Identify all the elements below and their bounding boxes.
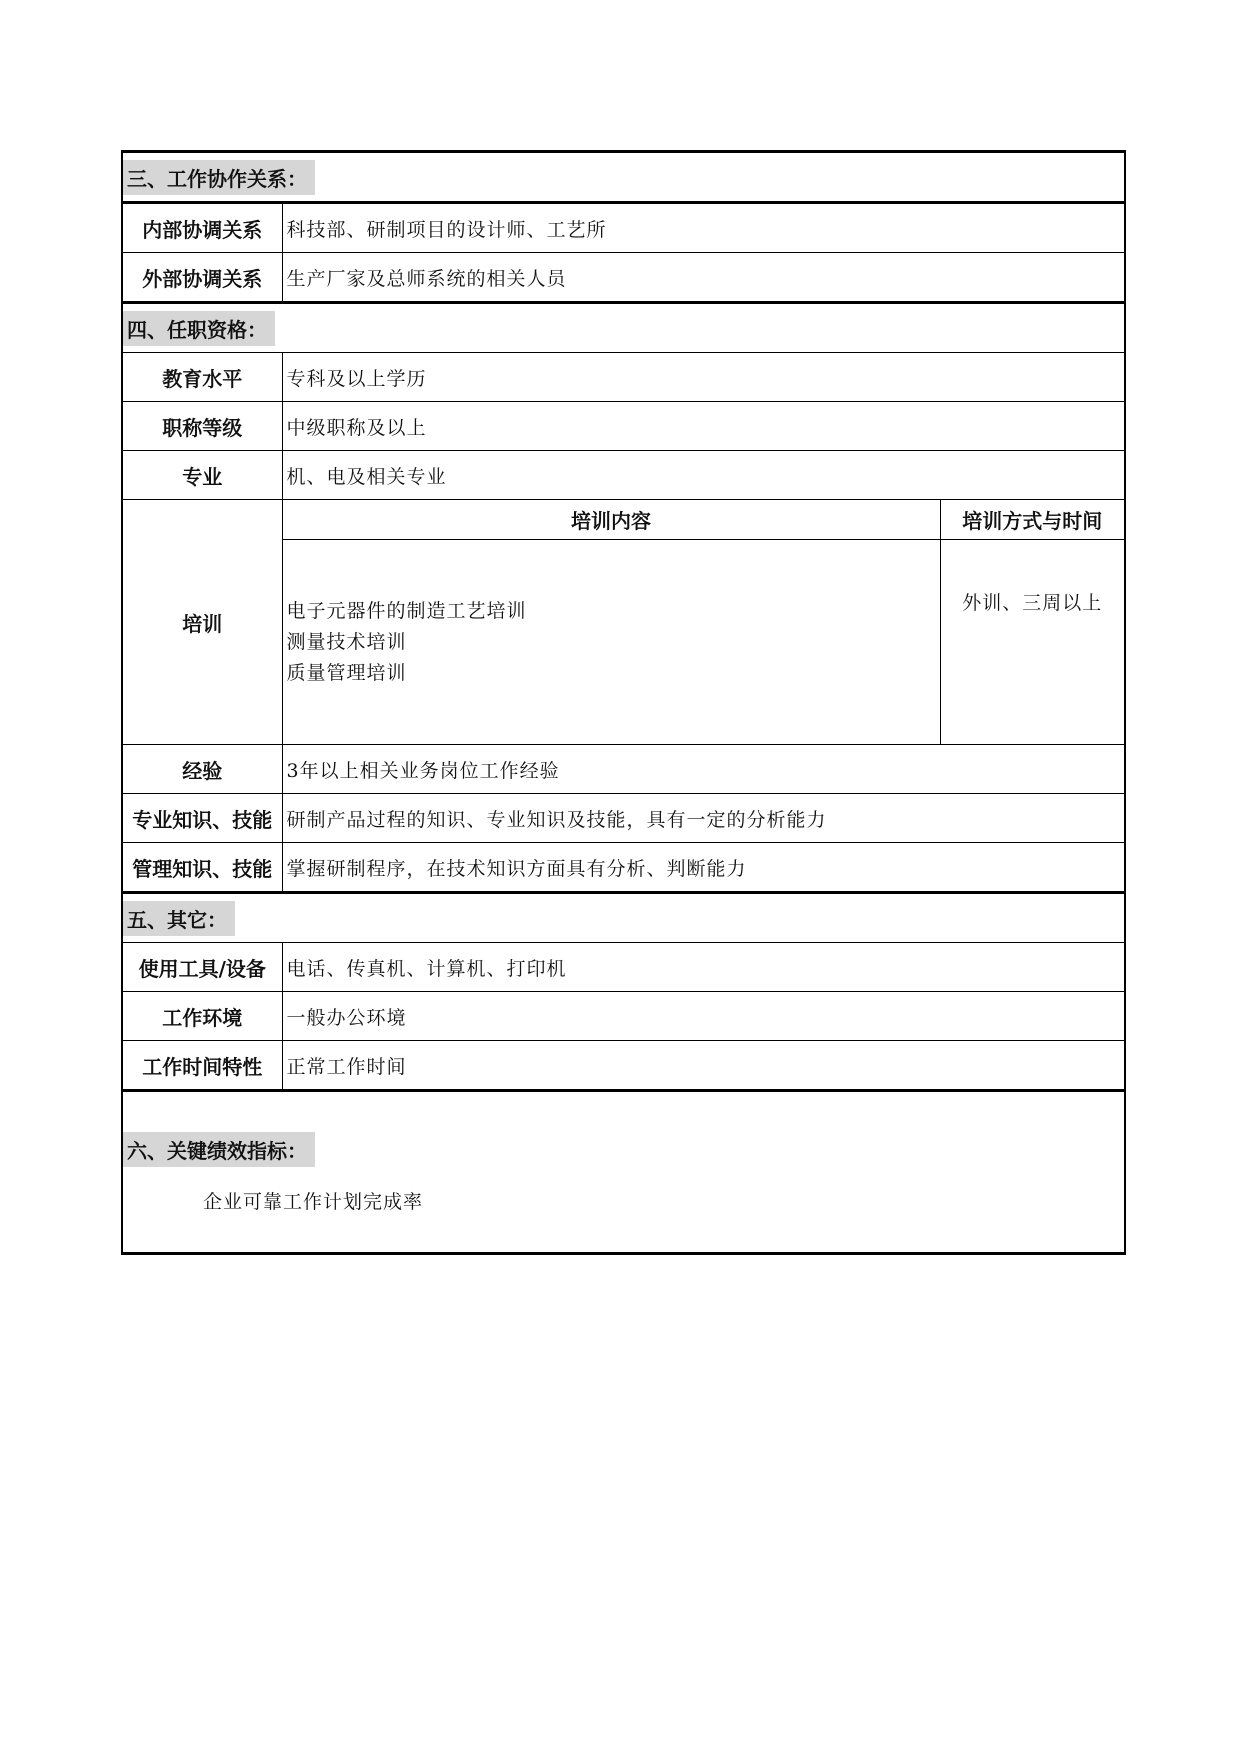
training-method-header: 培训方式与时间 [940, 500, 1125, 540]
row-label: 职称等级 [122, 402, 282, 451]
row-label: 工作环境 [122, 992, 282, 1041]
section-header-other [122, 893, 1125, 943]
row-value: 一般办公环境 [282, 992, 1125, 1041]
row-value: 生产厂家及总师系统的相关人员 [282, 253, 1125, 303]
row-label: 管理知识、技能 [122, 843, 282, 893]
training-label: 培训 [122, 500, 282, 745]
row-label: 教育水平 [122, 353, 282, 402]
table-row [122, 943, 1125, 992]
kpi-content: 企业可靠工作计划完成率 [203, 1190, 424, 1213]
section-header-cooperation [122, 152, 1125, 203]
training-content-header: 培训内容 [282, 500, 940, 540]
row-value: 掌握研制程序，在技术知识方面具有分析、判断能力 [282, 843, 1125, 893]
table-row [122, 843, 1125, 893]
section-header-qualifications [122, 303, 1125, 353]
row-label: 专业 [122, 451, 282, 500]
training-item: 质量管理培训 [286, 661, 407, 684]
section-title: 三、工作协作关系： [123, 160, 315, 195]
row-label: 使用工具/设备 [122, 943, 282, 992]
row-value: 中级职称及以上 [282, 402, 1125, 451]
section-title: 四、任职资格： [123, 311, 275, 346]
row-value: 正常工作时间 [282, 1041, 1125, 1091]
training-method: 外训、三周以上 [940, 540, 1125, 745]
table-row [122, 203, 1125, 253]
training-header-row [122, 500, 1125, 540]
row-value: 电话、传真机、计算机、打印机 [282, 943, 1125, 992]
table-row [122, 353, 1125, 402]
section-kpi [122, 1091, 1125, 1254]
row-label: 经验 [122, 745, 282, 794]
section-title: 五、其它： [123, 901, 235, 936]
job-description-sheet [121, 150, 1124, 1255]
row-value: 机、电及相关专业 [282, 451, 1125, 500]
row-label: 工作时间特性 [122, 1041, 282, 1091]
row-label: 专业知识、技能 [122, 794, 282, 843]
table-row [122, 794, 1125, 843]
table-row [122, 402, 1125, 451]
row-value: 3年以上相关业务岗位工作经验 [282, 745, 1125, 794]
training-content [282, 540, 940, 745]
row-value: 科技部、研制项目的设计师、工艺所 [282, 203, 1125, 253]
row-label: 内部协调关系 [122, 203, 282, 253]
row-value: 专科及以上学历 [282, 353, 1125, 402]
row-label: 外部协调关系 [122, 253, 282, 303]
table-row [122, 451, 1125, 500]
table-row [122, 745, 1125, 794]
row-value: 研制产品过程的知识、专业知识及技能，具有一定的分析能力 [282, 794, 1125, 843]
table-row [122, 992, 1125, 1041]
training-item: 电子元器件的制造工艺培训 [286, 599, 527, 622]
table-row [122, 253, 1125, 303]
job-description-table [121, 150, 1126, 1255]
table-row [122, 1041, 1125, 1091]
section-title: 六、关键绩效指标： [123, 1132, 315, 1167]
training-item: 测量技术培训 [286, 630, 407, 653]
